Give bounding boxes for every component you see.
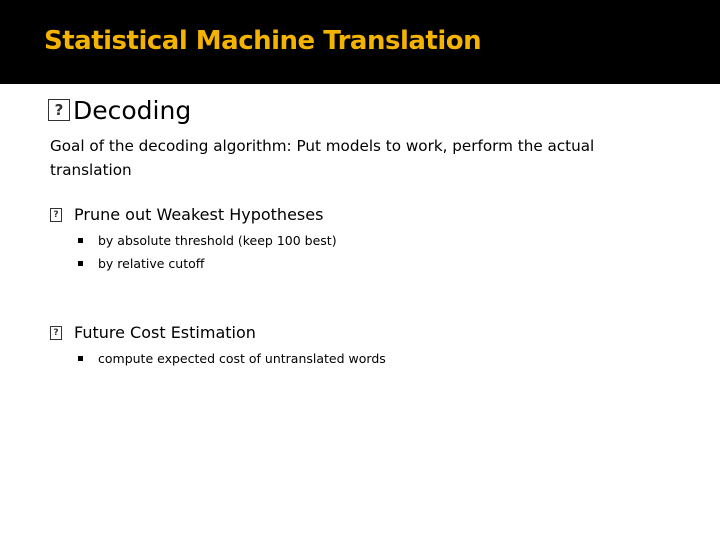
sub-bullet-text: by absolute threshold (keep 100 best) <box>98 233 337 248</box>
sub-bullet <box>78 256 204 271</box>
section-heading <box>48 96 191 125</box>
missing-glyph-icon <box>48 99 70 121</box>
sub-bullet <box>78 233 337 248</box>
bullet-future-cost <box>50 323 256 342</box>
sub-bullet-text: by relative cutoff <box>98 256 205 271</box>
square-bullet-icon <box>78 238 83 243</box>
bullet-label: Prune out Weakest Hypotheses <box>74 205 324 224</box>
title-bar <box>0 0 720 84</box>
goal-text: Goal of the decoding algorithm: Put models to work, perform the actual translation <box>50 137 595 179</box>
sub-bullet <box>78 351 386 366</box>
square-bullet-icon <box>78 356 83 361</box>
slide-title: Statistical Machine Translation <box>44 26 482 56</box>
missing-glyph-icon <box>50 208 62 222</box>
sub-bullet-text: compute expected cost of untranslated words <box>98 351 386 366</box>
bullet-prune <box>50 205 323 224</box>
bullet-label: Future Cost Estimation <box>74 323 256 342</box>
missing-glyph-icon <box>50 326 62 340</box>
square-bullet-icon <box>78 261 83 266</box>
heading-text: Decoding <box>73 96 192 125</box>
